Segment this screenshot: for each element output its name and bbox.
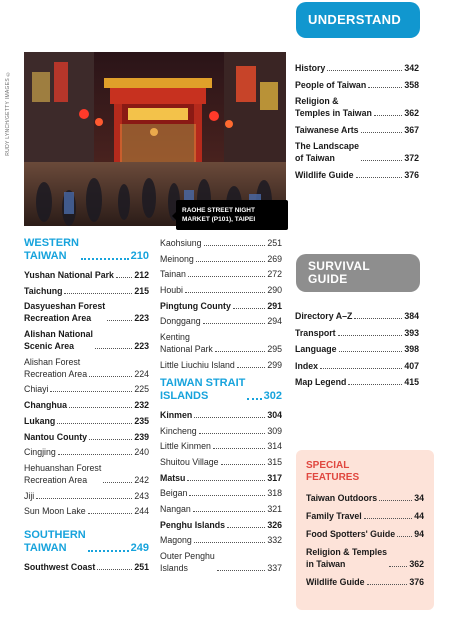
leader-dots	[187, 480, 265, 481]
entry-page: 224	[134, 368, 149, 379]
leader-dots	[327, 70, 402, 71]
entry-page: 299	[267, 359, 282, 370]
entry-page: 215	[134, 285, 149, 296]
leader-dots	[338, 335, 403, 336]
entry-name: Donggang	[160, 316, 201, 327]
leader-dots	[199, 433, 266, 434]
entry-name: Index	[295, 360, 318, 371]
toc-entry[interactable]	[306, 528, 424, 540]
entry-name: Meinong	[160, 253, 194, 264]
toc-entry[interactable]	[160, 237, 282, 249]
heading-name: TAIWAN STRAIT ISLANDS	[160, 376, 246, 402]
toc-entry[interactable]	[160, 472, 282, 484]
toc-entry[interactable]	[295, 95, 419, 119]
caption-line-1: RAOHE STREET NIGHT	[182, 207, 255, 214]
heading-page: 210	[130, 250, 149, 262]
toc-entry[interactable]	[24, 415, 149, 427]
leader-dots	[227, 527, 265, 528]
entry-name: Religion & Temples in Taiwan	[295, 96, 372, 118]
leader-dots	[204, 245, 266, 246]
toc-entry[interactable]	[24, 300, 149, 324]
entry-name: Kaohsiung	[160, 238, 202, 248]
entry-name: Nangan	[160, 503, 191, 514]
leader-dots	[364, 518, 412, 519]
leader-dots	[374, 115, 402, 116]
toc-entry[interactable]	[160, 487, 282, 499]
entry-page: 251	[134, 562, 149, 573]
leader-dots	[379, 500, 412, 501]
toc-entry[interactable]	[160, 534, 282, 546]
entry-name: Taiwanese Arts	[295, 124, 359, 135]
leader-dots	[368, 87, 402, 88]
toc-entry[interactable]	[295, 124, 419, 136]
toc-entry[interactable]	[160, 253, 282, 265]
entry-page: 94	[414, 529, 424, 539]
entry-name: The Landscape of Taiwan	[295, 141, 360, 163]
entry-name: People of Taiwan	[295, 79, 367, 90]
toc-entry[interactable]	[160, 359, 282, 371]
heading-page: 302	[263, 389, 282, 402]
entry-name: Southwest Coast	[24, 562, 96, 573]
understand-tab[interactable]: UNDERSTAND	[296, 2, 420, 38]
entry-page: 398	[404, 344, 419, 354]
toc-entry[interactable]	[295, 140, 419, 164]
entry-page: 321	[267, 503, 282, 514]
toc-entry[interactable]	[295, 327, 419, 339]
entry-page: 239	[134, 431, 149, 442]
entry-page: 295	[267, 344, 282, 355]
entry-page: 317	[267, 472, 282, 483]
southern-continued-entries	[160, 237, 282, 371]
entry-name: Changhua	[24, 400, 68, 411]
toc-entry[interactable]	[24, 383, 149, 395]
entry-page: 235	[134, 415, 149, 426]
entry-name: Taiwan Outdoors	[306, 493, 378, 503]
leader-dots	[221, 464, 266, 465]
special-features-entries	[306, 492, 424, 588]
entry-page: 309	[267, 425, 282, 436]
entry-page: 44	[414, 511, 424, 521]
leader-dots	[356, 177, 403, 178]
toc-entry[interactable]	[160, 300, 282, 312]
entry-name: History	[295, 63, 326, 73]
leader-dots	[185, 292, 265, 293]
entry-name: Tainan	[160, 269, 186, 280]
toc-entry[interactable]	[160, 284, 282, 296]
section-heading-southern-taiwan[interactable]	[24, 529, 149, 555]
entry-page: 407	[404, 360, 419, 371]
entry-page: 244	[134, 506, 149, 517]
entry-page: 223	[134, 313, 149, 324]
entry-name: Shuitou Village	[160, 456, 219, 467]
toc-entry[interactable]	[160, 268, 282, 280]
toc-entry[interactable]	[24, 431, 149, 443]
toc-entry[interactable]	[24, 399, 149, 411]
entry-name: Transport	[295, 327, 336, 338]
leader-dots	[193, 511, 265, 512]
entry-name: Sun Moon Lake	[24, 506, 86, 517]
entry-name: Map Legend	[295, 377, 347, 387]
toc-entry[interactable]	[24, 328, 149, 352]
leader-dots	[89, 376, 132, 377]
entry-name: Wildlife Guide	[306, 577, 365, 587]
entry-page: 376	[404, 169, 419, 180]
leader-dots	[189, 495, 265, 496]
caption-line-2: MARKET (P101), TAIPEI	[182, 216, 256, 223]
leader-dots	[389, 566, 407, 567]
toc-entry[interactable]	[24, 269, 149, 281]
entry-page: 362	[404, 108, 419, 118]
entry-name: Hehuanshan Forest Recreation Area	[24, 462, 102, 485]
toc-entry[interactable]	[160, 456, 282, 468]
entry-page: 393	[404, 327, 419, 338]
entry-page: 304	[267, 409, 282, 420]
entry-page: 384	[404, 311, 419, 321]
entry-page: 362	[409, 559, 424, 569]
leader-dots	[233, 308, 265, 309]
heading-page: 249	[130, 542, 149, 555]
toc-entry[interactable]	[306, 546, 424, 570]
entry-page: 272	[267, 269, 282, 280]
entry-page: 269	[267, 253, 282, 264]
entry-name: Alishan Forest Recreation Area	[24, 356, 88, 379]
entry-name: Religion & Temples in Taiwan	[306, 547, 387, 569]
entry-page: 290	[267, 285, 282, 296]
entry-page: 367	[404, 124, 419, 135]
special-features-box	[296, 450, 434, 610]
survival-entries	[295, 310, 419, 393]
toc-entry[interactable]	[160, 519, 282, 531]
entry-page: 318	[267, 488, 282, 499]
leader-dots	[88, 550, 129, 552]
leader-dots	[397, 536, 412, 537]
leader-dots	[107, 320, 132, 321]
toc-entry[interactable]	[24, 490, 149, 502]
leader-dots	[361, 132, 403, 133]
entry-name: Nantou County	[24, 431, 88, 442]
toc-entry[interactable]	[295, 79, 419, 91]
toc-entry[interactable]	[160, 503, 282, 515]
toc-entry[interactable]	[295, 62, 419, 74]
entry-page: 315	[267, 456, 282, 467]
caption-pointer	[172, 212, 176, 220]
leader-dots	[69, 407, 132, 408]
leader-dots	[194, 417, 265, 418]
leader-dots	[217, 570, 266, 571]
entry-page: 242	[134, 474, 149, 485]
entry-name: Wildlife Guide	[295, 169, 354, 180]
leader-dots	[354, 318, 402, 319]
entry-name: Little Kinmen	[160, 441, 211, 452]
leader-dots	[237, 367, 265, 368]
entry-name: Language	[295, 344, 337, 354]
entry-name: Beigan	[160, 488, 188, 499]
leader-dots	[320, 368, 402, 369]
entry-name: Pingtung County	[160, 300, 231, 311]
leader-dots	[348, 384, 402, 385]
entry-name: Outer Penghu Islands	[160, 551, 215, 573]
toc-entry[interactable]	[24, 561, 149, 573]
toc-entry[interactable]	[295, 310, 419, 322]
entry-name: Matsu	[160, 472, 186, 483]
entry-name: Directory A–Z	[295, 311, 353, 321]
entry-name: Alishan National Scenic Area	[24, 329, 93, 352]
entry-page: 243	[134, 490, 149, 501]
leader-dots	[64, 293, 132, 294]
entry-page: 240	[134, 447, 149, 458]
entry-name: Houbi	[160, 285, 183, 296]
photo-credit: RUDY LYNCH/GETTY IMAGES ©	[5, 70, 11, 156]
heading-name: SOUTHERN TAIWAN	[24, 529, 86, 555]
entry-page: 358	[404, 79, 419, 90]
entry-page: 314	[267, 441, 282, 452]
leader-dots	[361, 160, 402, 161]
entry-name: Yushan National Park	[24, 270, 114, 280]
entry-name: Family Travel	[306, 511, 362, 521]
survival-tab-line-2: GUIDE	[308, 272, 348, 286]
leader-dots	[95, 348, 132, 349]
entry-name: Cingjing	[24, 447, 56, 458]
survival-tab-line-1: SURVIVAL	[308, 259, 370, 273]
leader-dots	[196, 261, 266, 262]
leader-dots	[188, 276, 265, 277]
leader-dots	[203, 323, 266, 324]
leader-dots	[50, 391, 132, 392]
toc-entry[interactable]	[160, 550, 282, 574]
entry-page: 212	[134, 270, 149, 280]
leader-dots	[36, 498, 132, 499]
toc-entry[interactable]	[160, 425, 282, 437]
entry-name: Little Liuchiu Island	[160, 359, 235, 370]
entry-page: 415	[404, 377, 419, 387]
entry-name: Kinmen	[160, 409, 193, 420]
leader-dots	[97, 569, 132, 570]
entry-page: 291	[267, 300, 282, 311]
toc-entry[interactable]	[24, 446, 149, 458]
entry-name: Food Spotters' Guide	[306, 529, 396, 539]
leader-dots	[58, 454, 133, 455]
leader-dots	[81, 258, 129, 260]
toc-entry[interactable]	[295, 343, 419, 355]
entry-name: Magong	[160, 535, 192, 546]
toc-entry[interactable]	[24, 505, 149, 517]
entry-name: Dasyueshan Forest Recreation Area	[24, 301, 106, 324]
leader-dots	[367, 584, 408, 585]
entry-page: 223	[134, 341, 149, 352]
section-heading-western-taiwan[interactable]	[24, 237, 149, 263]
photo-caption	[176, 200, 288, 230]
entry-name: Jiji	[24, 490, 35, 501]
toc-entry[interactable]	[24, 285, 149, 297]
entry-name: Penghu Islands	[160, 519, 226, 530]
entry-page: 232	[134, 400, 149, 411]
entry-name: Kenting National Park	[160, 332, 213, 355]
toc-entry[interactable]	[295, 376, 419, 388]
leader-dots	[88, 513, 133, 514]
entry-page: 225	[134, 384, 149, 395]
toc-entry[interactable]	[24, 462, 149, 486]
western-entries	[24, 269, 149, 517]
left-column	[24, 237, 149, 577]
entry-name: Lukang	[24, 415, 56, 426]
leader-dots	[339, 351, 403, 352]
entry-page: 376	[409, 577, 424, 587]
toc-entry[interactable]	[295, 169, 419, 181]
leader-dots	[247, 398, 261, 400]
toc-entry[interactable]	[295, 360, 419, 372]
toc-entry[interactable]	[160, 331, 282, 355]
leader-dots	[103, 482, 132, 483]
southern-entries	[24, 561, 149, 573]
heading-name: WESTERN TAIWAN	[24, 237, 79, 262]
leader-dots	[194, 542, 266, 543]
entry-page: 372	[404, 153, 419, 163]
entry-page: 326	[267, 519, 282, 530]
toc-entry[interactable]	[306, 576, 424, 588]
entry-name: Taichung	[24, 285, 63, 296]
entry-page: 34	[414, 493, 424, 503]
toc-entry[interactable]	[24, 356, 149, 380]
toc-entry[interactable]	[306, 510, 424, 522]
entry-name: Kincheng	[160, 425, 197, 436]
entry-page: 342	[404, 63, 419, 73]
leader-dots	[116, 277, 132, 278]
leader-dots	[215, 351, 266, 352]
middle-column	[160, 237, 282, 578]
special-features-title: SPECIAL FEATURES	[306, 460, 360, 483]
toc-entry[interactable]	[160, 440, 282, 452]
toc-entry[interactable]	[160, 409, 282, 421]
leader-dots	[89, 439, 132, 440]
toc-entry[interactable]	[160, 315, 282, 327]
survival-guide-tab[interactable]	[296, 254, 420, 292]
entry-page: 337	[267, 563, 282, 573]
leader-dots	[213, 448, 265, 449]
strait-islands-entries	[160, 409, 282, 574]
entry-page: 251	[267, 238, 282, 248]
toc-entry[interactable]	[306, 492, 424, 504]
understand-entries	[295, 62, 419, 185]
entry-page: 332	[267, 535, 282, 546]
entry-name: Chiayi	[24, 384, 49, 395]
leader-dots	[57, 423, 132, 424]
entry-page: 294	[267, 316, 282, 327]
section-heading-taiwan-strait-islands[interactable]	[160, 377, 282, 403]
